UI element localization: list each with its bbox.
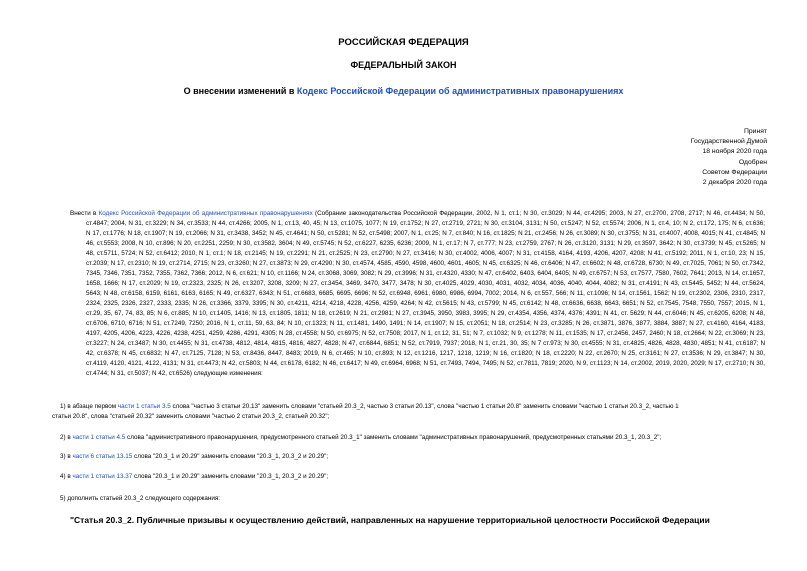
intro-prefix: Внести в xyxy=(70,210,99,217)
intro-paragraph xyxy=(70,209,765,379)
item-text: слова "частью 3 статьи 20.13" заменить словами "статьей 20.3_2, частью 3 статьи 20.13", слова "частью 1 статьи 20.8" заменить словами "частью 1 статьи 20.3_2, частью 1 xyxy=(170,403,679,410)
amendment-item xyxy=(52,494,762,504)
amendment-item xyxy=(52,402,762,422)
item-link[interactable]: части 1 статьи 3.5 xyxy=(117,403,171,410)
item-link[interactable]: части 1 статьи 13.37 xyxy=(72,473,133,480)
title-prefix: О внесении изменений в xyxy=(183,86,297,96)
document-title xyxy=(0,86,807,96)
article-title: "Статья 20.3_2. Публичные призывы к осуществлению действий, направленных на нарушение территориальной целостности Российской Федерации xyxy=(70,515,710,525)
title-code-link[interactable]: Кодекс Российской Федерации об административных правонарушениях xyxy=(296,86,624,96)
approval-line: Одобрен xyxy=(738,158,767,166)
item-text: слова "20.3_1 и 20.29" заменить словами "20.3_1, 20.3_2 и 20.29"; xyxy=(132,453,329,460)
amendment-item xyxy=(52,433,762,443)
adoption-line: Государственной Думой xyxy=(690,138,767,146)
document-type: ФЕДЕРАЛЬНЫЙ ЗАКОН xyxy=(350,60,457,70)
item-number: 3) в xyxy=(60,453,73,460)
item-text: слова "20.3_1 и 20.29" заменить словами "20.3_1, 20.3_2 и 20.29"; xyxy=(132,473,329,480)
item-text: слова "административного правонарушения, предусмотренного статьей 20.3_1" заменить словами "административных правонарушений, предусмотренных статьями 20.3_1, 20.3_2"; xyxy=(125,434,662,441)
approval-line: Советом Федерации xyxy=(702,168,767,176)
amendment-item xyxy=(52,472,762,482)
intro-code-link[interactable]: Кодекс Российской Федерации об административных правонарушениях xyxy=(98,210,313,217)
adoption-block xyxy=(691,127,767,188)
amendment-item xyxy=(52,452,762,462)
item-number: 1) в абзаце первом xyxy=(60,403,118,410)
item-link[interactable]: части 1 статьи 4.5 xyxy=(72,434,126,441)
item-number: 5) дополнить статьей 20.3_2 следующего содержания: xyxy=(60,495,221,502)
item-number: 4) в xyxy=(60,473,73,480)
intro-sources: (Собрание законодательства Российской Федерации, 2002, N 1, ст.1; N 30, ст.3029; N 44, ст.4295; 2003, N 27, ст.2700, 2708, 2717; N 46, ст.4434; N 50, ст.4847; 2004, N 31, ст.3229; N 34, ст.3533; N 44, ст.4266; 2005, N 1, ст.13, 40, 45; N 13, ст.1075, 1077; N 19, ст.1752; N 27, ст.2719, 2721; N 30, ст.3104, 3131; N 50, ст.5247; N 52, ст.5574; 2006, N 1, ст.4, 10; N 2, ст.172, 175; N 6, ст.636; N 17, ст.1776; N 18, ст.1907; N 19, ст.2066; N 31, ст.3438, 3452; N 45, ст.4641; N 50, ст.5281; N 52, ст.5498; 2007, N 1, ст.25; N 7, ст.840; N 16, ст.1825; N 21, ст.2456; N 26, ст.3089; N 30, ст.3755; N 31, ст.4007, 4008, 4015; N 41, ст.4845; N 46, ст.5553; 2008, N 10, ст.896; N 20, ст.2251, 2259; N 30, ст.3582, 3604; N 49, ст.5745; N 52, ст.6227, 6235, 6236; 2009, N 1, ст.17; N 7, ст.777; N 23, ст.2759, 2767; N 26, ст.3120, 3131; N 29, ст.3597, 3642; N 30, ст.3739; N 45, ст.5265; N 48, ст.5711, 5724; N 52, ст.6412; 2010, N 1, ст.1; N 18, ст.2145; N 19, ст.2291; N 21, ст.2525; N 23, ст.2790; N 27, ст.3416; N 30, ст.4002, 4006, 4007; N 31, ст.4158, 4164, 4193, 4206, 4207, 4208; N 41, ст.5192; 2011, N 1, ст.10, 23; N 15, ст.2039; N 17, ст.2310; N 19, ст.2714, 2715; N 23, ст.3260; N 27, ст.3873; N 29, ст.4290; N 30, ст.4574, 4585, 4590, 4598, 4600, 4601, 4605; N 45, ст.6325; N 46, ст.6406; N 47, ст.6602; N 48, ст.6728, 6730; N 49, ст.7025, 7061; N 50, ст.7342, 7345, 7346, 7351, 7352, 7355, 7362, 7366; 2012, N 6, ст.621; N 10, ст.1166; N 24, ст.3068, 3069, 3082; N 29, ст.3996; N 31, ст.4320, 4330; N 47, ст.6402, 6403, 6404, 6405; N 49, ст.6757; N 53, ст.7577, 7580, 7602, 7641; 2013, N 14, ст.1657, 1658, 1666; N 17, ст.2029; N 19, ст.2323, 2325; N 26, ст.3207, 3208, 3209; N 27, ст.3454, 3469, 3470, 3477, 3478; N 30, ст.4025, 4029, 4030, 4031, 4032, 4034, 4036, 4040, 4044, 4082; N 31, ст.4191; N 43, ст.5445, 5452; N 44, ст.5624, 5643; N 48, ст.6158, 6159, 6161, 6163, 6165; N 49, ст.6327, 6343; N 51, ст.6683, 6685, 6695, 6696; N 52, ст.6948, 6961, 6980, 6986, 6994, 7002; 2014, N 6, ст.557, 566; N 11, ст.1096; N 14, ст.1561, 1562; N 19, ст.2302, 2306, 2310, 2317, 2324, 2325, 2326, 2327, 2333, 2335; N 26, ст.3366, 3379, 3395; N 30, ст.4211, 4214, 4218, 4228, 4256, 4259, 4264; N 42, ст.5615; N 43, ст.5799; N 45, ст.6142; N 48, ст.6636, 6638, 6643, 6651; N 52, ст.7545, 7548, 7550, 7557; 2015, N 1, ст.29, 35, 67, 74, 83, 85; N 6, ст.885; N 10, ст.1405, 1416; N 13, ст.1805, 1811; N 18, ст.2619; N 21, ст.2981; N 27, ст.3945, 3950, 3983, 3995; N 29, ст.4354, 4356, 4374, 4376; 4391; N 41, ст. 5629; N 44, ст.6046; N 45, ст.6205, 6208; N 48, ст.6706, 6710, 6716; N 51, ст.7249, 7250; 2016, N 1, ст.11, 59, 63, 84; N 10, ст.1323; N 11, ст.1481, 1490, 1491; N 14, ст.1907; N 15, ст.2051; N 18, ст.2514; N 23, ст.3285; N 26, ст.3871, 3876, 3877, 3884, 3887; N 27, ст.4160, 4164, 4183, 4197, 4205, 4206, 4223, 4226, 4238, 4251, 4259, 4286, 4291, 4305; N 28, ст.4558; N 50, ст.6975; N 52, ст.7508; 2017, N 1, ст.12, 31, 51; N 7, ст.1032; N 9, ст.1278; N 11, ст.1535; N 17, ст.2456, 2457, 2460; N 18, ст.2664; N 22, ст.3069; N 23, ст.3227; N 24, ст.3487; N 30, ст.4455; N 31, ст.4738, 4812, 4814, 4815, 4816, 4827, 4828; N 47, ст.6844, 6851; N 52, ст.7919, 7937; 2018, N 1, ст.21, 30, 35; N 7 ст.973; N 30, ст.4555; N 31, ст.4825, 4826, 4828, 4830, 4851; N 41, ст.6187; N 42, ст.6378; N 45, ст.6832; N 47, ст.7125, 7128; N 53, ст.8436, 8447, 8483; 2019, N 6, ст.465; N 10, ст.893; N 12, ст.1216, 1217, 1218, 1219; N 16, ст.1820; N 18, ст.2220; N 22, ст.2670; N 25, ст.3161; N 27, ст.3536; N 29, ст.3847; N 30, ст.4119, 4120, 4121, 4122, 4131; N 31, ст.4473; N 42, ст.5803; N 44, ст.6178, 6182; N 46, ст.6417; N 49, ст.6964, 6968; N 51, ст.7493, 7494, 7495; N 52, ст.7811, 7819; 2020, N 9, ст.1123; N 14, ст.2002, 2019, 2020, 2029; N 17, ст.2710; N 30, ст.4744; N 31, ст.5037; N 42, ст.6526) следующие изменения: xyxy=(86,210,765,377)
item-text-continued: статьи 20.8", слова "статьей 20.32" заменить словами "частью 2 статьи 20.3_2, статьей 20.32"; xyxy=(52,413,330,420)
adoption-date: 18 ноября 2020 года xyxy=(702,148,767,156)
document-country: РОССИЙСКАЯ ФЕДЕРАЦИЯ xyxy=(338,37,469,48)
item-link[interactable]: части 6 статьи 13.15 xyxy=(72,453,133,460)
approval-date: 2 декабря 2020 года xyxy=(702,179,767,187)
item-number: 2) в xyxy=(60,434,73,441)
adoption-line: Принят xyxy=(743,128,767,135)
